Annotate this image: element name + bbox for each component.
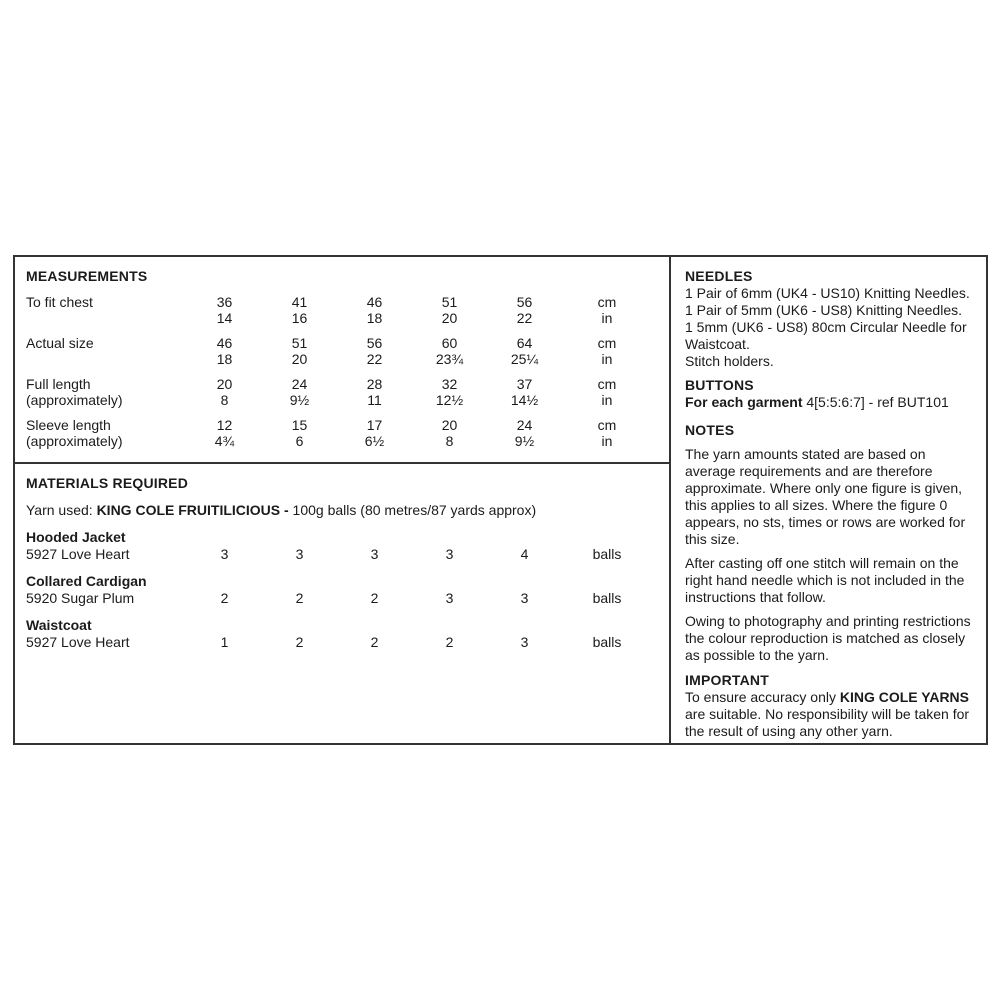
shade-name: 5927 Love Heart [26,634,130,650]
important-section [685,672,977,740]
garment-name: Collared Cardigan [26,573,147,589]
measurement-label: Sleeve length [26,417,111,433]
materials-section [15,464,669,743]
garment-block-hooded-jacket [26,529,669,563]
quantity-value: 4 [520,546,529,562]
size-value-cm: 46 [366,294,383,310]
buttons-line [685,394,977,411]
size-value-cm: 60 [441,335,458,351]
size-value-cm: 37 [516,376,533,392]
size-value-cm: 20 [441,417,458,433]
buttons-bold-text: For each garment [685,394,803,410]
size-value-cm: 56 [366,335,383,351]
measurement-row-actual-size [26,335,669,367]
quantity-value: 2 [445,634,454,650]
size-value-in: 18 [366,310,383,326]
size-value-in: 25¼ [510,351,539,367]
quantity-value: 3 [370,546,379,562]
needles-line: 1 Pair of 5mm (UK6 - US8) Knitting Needles. [685,302,962,318]
measurement-sublabel: (approximately) [26,392,123,408]
size-value-cm: 51 [291,335,308,351]
shade-name: 5920 Sugar Plum [26,590,135,606]
size-value-cm: 20 [216,376,233,392]
quantity-value: 3 [445,590,454,606]
quantity-value: 3 [445,546,454,562]
size-value-cm: 51 [441,294,458,310]
size-value-in: 20 [441,310,458,326]
unit-label-cm: cm [597,376,617,392]
garment-quantity-row [26,634,669,651]
shade-name: 5927 Love Heart [26,546,130,562]
garment-name: Waistcoat [26,617,92,633]
measurement-sublabel: (approximately) [26,433,123,449]
important-paragraph [685,689,977,740]
notes-paragraph: Owing to photography and printing restrictions the colour reproduction is matched as closely as possible to the yarn. [685,613,971,663]
unit-label-in: in [601,310,613,326]
materials-title: MATERIALS REQUIRED [26,475,189,491]
needles-section [685,268,977,370]
garment-name: Hooded Jacket [26,529,126,545]
size-value-in: 14 [216,310,233,326]
unit-label-cm: cm [597,335,617,351]
quantity-value: 2 [295,634,304,650]
garment-quantity-row [26,590,669,607]
yarn-used-suffix: 100g balls (80 metres/87 yards approx) [288,502,537,518]
notes-paragraph: After casting off one stitch will remain on the right hand needle which is not included in the instructions that follow. [685,555,965,605]
size-value-in: 4¾ [214,433,235,449]
pattern-info-box [13,255,988,745]
size-value-in: 23¾ [435,351,464,367]
size-value-in: 6 [295,433,304,449]
needles-line: 1 5mm (UK6 - US8) 80cm Circular Needle for Waistcoat. [685,319,967,352]
balls-unit-label: balls [592,546,622,562]
size-value-in: 12½ [435,392,464,408]
balls-unit-label: balls [592,590,622,606]
right-column [671,257,986,743]
quantity-value: 2 [370,590,379,606]
quantity-value: 3 [295,546,304,562]
size-value-in: 6½ [364,433,385,449]
size-value-in: 22 [516,310,533,326]
quantity-value: 3 [520,590,529,606]
quantity-value: 2 [370,634,379,650]
buttons-section [685,377,977,411]
important-pre-text: To ensure accuracy only [685,689,840,705]
yarn-used-line [26,502,669,519]
size-value-cm: 56 [516,294,533,310]
measurement-row-sleeve-length [26,417,669,449]
size-value-in: 16 [291,310,308,326]
garment-quantity-row [26,546,669,563]
important-brand-text: KING COLE YARNS [839,689,969,705]
measurement-label: Actual size [26,335,94,351]
size-value-in: 9½ [514,433,535,449]
buttons-rest-text: 4[5:5:6:7] - ref BUT101 [802,394,949,410]
size-value-cm: 17 [366,417,383,433]
size-value-in: 18 [216,351,233,367]
size-value-in: 22 [366,351,383,367]
measurements-table [26,294,669,449]
unit-label-cm: cm [597,294,617,310]
size-value-in: 20 [291,351,308,367]
measurements-title: MEASUREMENTS [26,268,148,284]
unit-label-in: in [601,392,613,408]
measurement-row-to-fit-chest [26,294,669,326]
size-value-cm: 32 [441,376,458,392]
size-value-in: 9½ [289,392,310,408]
quantity-value: 1 [220,634,229,650]
garment-block-waistcoat [26,617,669,651]
quantity-value: 3 [520,634,529,650]
size-value-cm: 24 [516,417,533,433]
notes-paragraph: The yarn amounts stated are based on average requirements and are therefore approximate. Where only one figure is given, this applies to all sizes. Where the figure 0 appears, no sts, times or rows are worked for this size. [685,446,966,547]
size-value-cm: 36 [216,294,233,310]
unit-label-in: in [601,433,613,449]
size-value-in: 14½ [510,392,539,408]
garment-block-collared-cardigan [26,573,669,607]
quantity-value: 2 [295,590,304,606]
size-value-in: 8 [220,392,229,408]
needles-line: Stitch holders. [685,353,774,369]
unit-label-in: in [601,351,613,367]
notes-title: NOTES [685,422,735,438]
measurement-label: Full length [26,376,91,392]
size-value-cm: 64 [516,335,533,351]
quantity-value: 3 [220,546,229,562]
important-post-text: are suitable. No responsibility will be taken for the result of using any other yarn. [685,706,970,739]
unit-label-cm: cm [597,417,617,433]
notes-section [685,422,977,664]
size-value-cm: 24 [291,376,308,392]
important-title: IMPORTANT [685,672,769,688]
measurement-label: To fit chest [26,294,93,310]
buttons-title: BUTTONS [685,377,754,393]
size-value-cm: 15 [291,417,308,433]
size-value-cm: 28 [366,376,383,392]
quantity-value: 2 [220,590,229,606]
size-value-cm: 41 [291,294,308,310]
size-value-in: 11 [367,392,382,408]
needles-title: NEEDLES [685,268,753,284]
size-value-in: 8 [445,433,454,449]
measurement-row-full-length [26,376,669,408]
needles-line: 1 Pair of 6mm (UK4 - US10) Knitting Needles. [685,285,970,301]
size-value-cm: 46 [216,335,233,351]
yarn-used-prefix: Yarn used: [26,502,97,518]
balls-unit-label: balls [592,634,622,650]
size-value-cm: 12 [216,417,233,433]
yarn-brand: KING COLE FRUITILICIOUS - [96,502,289,518]
measurements-section [15,257,669,462]
